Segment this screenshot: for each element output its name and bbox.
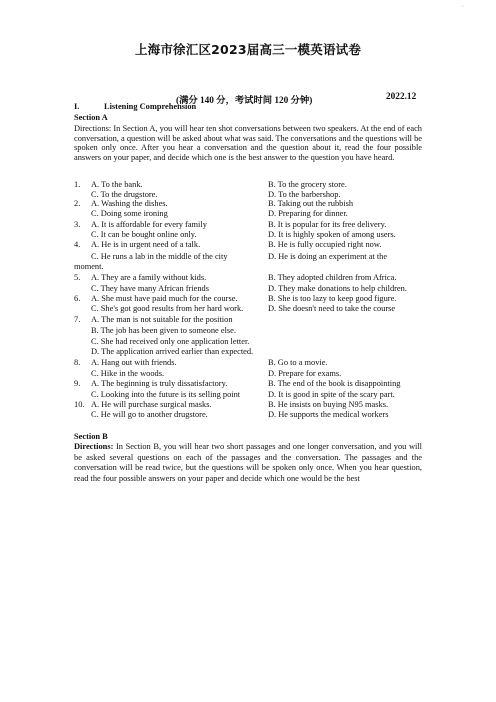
exam-date: 2022.12 xyxy=(386,92,417,102)
part-number: I. xyxy=(74,102,80,111)
option-b: B. He is fully occupied right now. xyxy=(268,240,382,249)
option-d: D. Prepare for exams. xyxy=(268,369,342,378)
option-c: C. To the drugstore. xyxy=(91,190,158,199)
option-c: C. They have many African friends xyxy=(91,284,209,293)
directions-text: In Section A, you will hear ten shot conversations between two speakers. At the end of each conversation, a question will be asked about what was said. The conversations and the questions will be spoken only once. After you hear a conversation and the question about it, read the four possible answers on your paper, and decide which one is the best answer to the question you have heard. xyxy=(74,124,422,162)
option-a: A. They are a family without kids. xyxy=(91,273,207,282)
option-a: A. The beginning is truly dissatisfactory. xyxy=(91,379,228,388)
option-b: B. Go to a movie. xyxy=(268,358,328,367)
option-a: A. Hang out with friends. xyxy=(91,358,177,367)
option-a: A. She must have paid much for the course. xyxy=(91,294,238,303)
option-d: D. It is highly spoken of among users. xyxy=(268,230,396,239)
option-b: B. They adopted children from Africa. xyxy=(268,273,397,282)
option-d: D. He is doing an experiment at the xyxy=(268,252,388,261)
option-b: B. Taking out the rubbish xyxy=(268,199,354,208)
question-number: 5. xyxy=(74,273,81,282)
corner-mark: · xyxy=(462,4,464,10)
option-c: C. He runs a lab in the middle of the city xyxy=(91,252,228,261)
option-b: B. To the grocery store. xyxy=(268,180,347,189)
option-c: C. She had received only one application letter. xyxy=(91,337,250,346)
option-b: B. He insists on buying N95 masks. xyxy=(268,400,389,409)
option-d-continued: moment. xyxy=(74,262,104,271)
question-number: 9. xyxy=(74,379,81,388)
option-b: B. The end of the book is disappointing xyxy=(268,379,401,388)
question-number: 3. xyxy=(74,220,81,229)
directions-label: Directions: xyxy=(74,442,114,451)
option-b: B. It is popular for its free delivery. xyxy=(268,220,387,229)
score-time-note: (满分 140 分，考试时间 120 分钟) xyxy=(176,96,313,106)
option-a: A. Washing the dishes. xyxy=(91,199,168,208)
question-number: 10. xyxy=(74,400,85,409)
section-b-heading: Section B xyxy=(74,432,108,441)
option-d: D. Preparing for dinner. xyxy=(268,209,348,218)
directions-text: In Section B, you will hear two short passages and one longer conversation, and you will be asked several questions on each of the passages and the conversation. The passages and the conversation will be read twice, but the questions will be spoken only once. When you hear question, read the four possible answers on your paper and decide which one would be the best xyxy=(74,442,422,483)
option-a: A. He will purchase surgical masks. xyxy=(91,400,212,409)
question-number: 7. xyxy=(74,315,81,324)
option-a: A. To the bank. xyxy=(91,180,143,189)
part-heading: Listening Comprehension xyxy=(104,102,197,111)
option-d: D. The application arrived earlier than expected. xyxy=(91,347,254,356)
option-d: D. He supports the medical workers xyxy=(268,410,389,419)
option-c: C. It can be bought online only. xyxy=(91,230,197,239)
option-c: C. He will go to another drugstore. xyxy=(91,410,208,419)
option-d: D. It is good in spite of the scary part. xyxy=(268,390,395,399)
option-a: A. He is in urgent need of a talk. xyxy=(91,240,201,249)
option-c: C. Hike in the woods. xyxy=(91,369,165,378)
option-c: C. Looking into the future is its selling point xyxy=(91,390,241,399)
option-d: D. They make donations to help children. xyxy=(268,284,407,293)
question-number: 6. xyxy=(74,294,81,303)
option-d: D. To the barbershop. xyxy=(268,190,341,199)
section-b-directions xyxy=(74,442,422,484)
section-a-directions xyxy=(74,124,422,162)
option-c: C. She's got good results from her hard work. xyxy=(91,304,244,313)
option-a: A. It is affordable for every family xyxy=(91,220,207,229)
question-number: 1. xyxy=(74,180,81,189)
question-number: 4. xyxy=(74,240,81,249)
option-b: B. She is too lazy to keep good figure. xyxy=(268,294,397,303)
question-number: 8. xyxy=(74,358,81,367)
option-b: B. The job has been given to someone else. xyxy=(91,326,236,335)
option-a: A. The man is not suitable for the position xyxy=(91,315,233,324)
directions-label: Directions: xyxy=(74,124,112,133)
option-d: D. She doesn't need to take the course xyxy=(268,304,396,313)
page-title: 上海市徐汇区2023届高三一模英语试卷 xyxy=(134,42,362,57)
section-a-heading: Section A xyxy=(74,113,108,122)
option-c: C. Doing some ironing xyxy=(91,209,168,218)
question-number: 2. xyxy=(74,199,81,208)
